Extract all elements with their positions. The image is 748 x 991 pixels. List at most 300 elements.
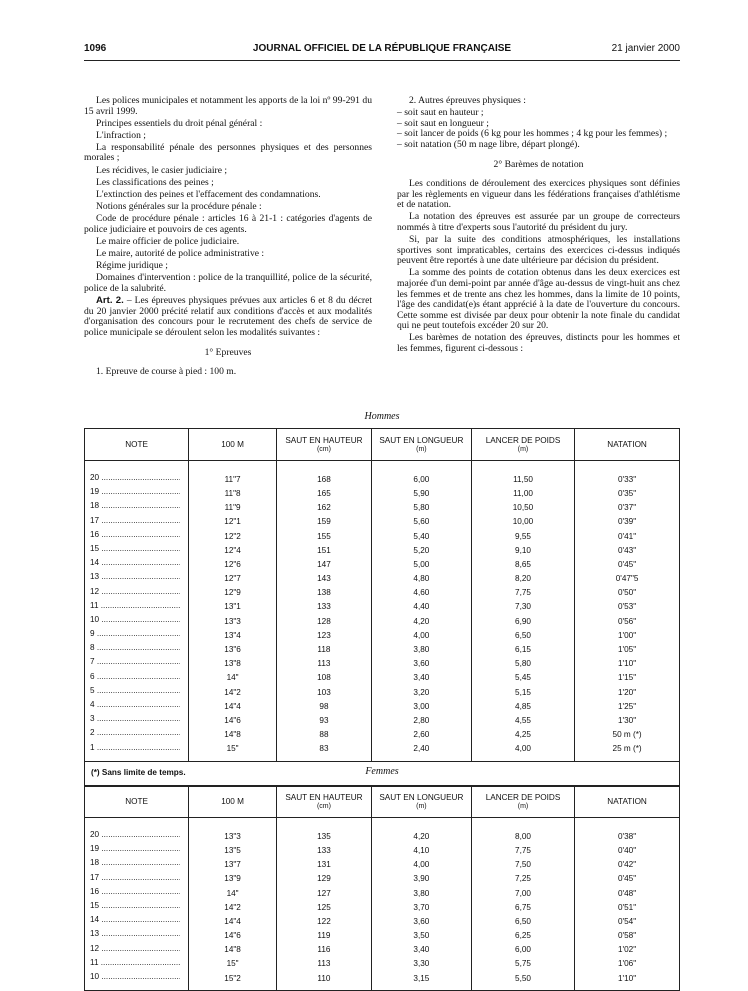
table-cell: 0'53" [575, 601, 680, 615]
table-cell: 0'45" [575, 873, 680, 887]
table-cell: 13"8 [189, 657, 277, 671]
table-cell: 9,10 [471, 544, 574, 558]
table-cell: 4,10 [371, 844, 471, 858]
note-value: 5 ..... [90, 686, 180, 697]
table-cell [85, 944, 189, 958]
note-value: 4 ..... [90, 700, 180, 711]
table-cell: 5,90 [371, 487, 471, 501]
table-cell: 4,60 [371, 587, 471, 601]
table-row [85, 587, 680, 601]
table-cell: 14" [189, 887, 277, 901]
table-cell: 4,00 [371, 858, 471, 872]
list-item: – soit natation (50 m nage libre, départ plongé). [397, 140, 680, 151]
note-value: 20 ..... [90, 830, 180, 841]
note-value: 15 ..... [90, 544, 180, 555]
table-cell: 168 [277, 473, 372, 487]
article-label: Art. 2. [96, 295, 124, 307]
col-long-jump: SAUT EN LONGUEUR (m) [371, 786, 471, 818]
table-cell: 125 [277, 901, 372, 915]
table-cell: 5,75 [471, 958, 574, 972]
table-cell: 6,00 [471, 944, 574, 958]
note-value: 19 ..... [90, 844, 180, 855]
col-note: NOTE [85, 786, 189, 818]
table-cell: 7,25 [471, 873, 574, 887]
table-row [85, 743, 680, 757]
table-cell: 6,50 [471, 915, 574, 929]
table-cell: 103 [277, 686, 372, 700]
table-cell: 13"3 [189, 615, 277, 629]
note-value: 9 ..... [90, 629, 180, 640]
table-cell: 3,60 [371, 657, 471, 671]
col-high-jump: SAUT EN HAUTEUR (cm) [277, 786, 372, 818]
table-cell: 98 [277, 700, 372, 714]
note-value: 10 ..... [90, 615, 180, 626]
table-cell: 0'33" [575, 473, 680, 487]
table-cell: 13"5 [189, 844, 277, 858]
table-cell: 7,00 [471, 887, 574, 901]
table-cell [85, 686, 189, 700]
table-cell: 147 [277, 558, 372, 572]
right-paragraph: Les barèmes de notation des épreuves, distincts pour les hommes et les femmes, figurent ci-dessous : [397, 332, 680, 354]
left-paragraph: Le maire, autorité de police administrative : [96, 247, 265, 259]
table-cell: 3,60 [371, 915, 471, 929]
table-row [85, 501, 680, 515]
table-row [85, 944, 680, 958]
item-2-heading: 2. Autres épreuves physiques : [409, 95, 526, 106]
table-footnote: (*) Sans limite de temps. [85, 761, 680, 786]
section-2-title: 2° Barèmes de notation [493, 159, 584, 171]
table-row [85, 516, 680, 530]
table-cell: 4,40 [371, 601, 471, 615]
table-cell: 15" [189, 743, 277, 757]
list-item: – soit saut en longueur ; [397, 119, 680, 130]
table-cell [85, 915, 189, 929]
table-cell: 2,40 [371, 743, 471, 757]
table-cell: 11"9 [189, 501, 277, 515]
note-value: 17 ..... [90, 516, 180, 527]
left-column [84, 96, 372, 379]
note-value: 15 ..... [90, 901, 180, 912]
article-text: – Les épreuves physiques prévues aux articles 6 et 8 du décret du 20 janvier 2000 précité relatif aux conditions d'accès et aux modalités d'organisation des concours pour le recrutement des chefs de service de police municipale se déroulent selon les modalités suivantes : [84, 295, 372, 338]
table-cell: 14"6 [189, 714, 277, 728]
table-cell: 0'51" [575, 901, 680, 915]
table-cell: 14"2 [189, 686, 277, 700]
table-cell: 1'25" [575, 700, 680, 714]
note-value: 12 ..... [90, 587, 180, 598]
right-paragraph: Si, par la suite des conditions atmosphériques, les installations sportives sont impraticables, certains des exercices ci-dessus indiqués peuvent être reportés à une date ultérieure par décision du président. [397, 234, 680, 267]
left-paragraph: Régime juridique ; [96, 259, 168, 271]
table-cell: 13"9 [189, 873, 277, 887]
table-cell: 3,90 [371, 873, 471, 887]
table-cell: 0'38" [575, 830, 680, 844]
table-cell: 15" [189, 958, 277, 972]
table-cell: 6,25 [471, 929, 574, 943]
col-note: NOTE [85, 429, 189, 461]
table-cell: 13"7 [189, 858, 277, 872]
table-cell: 14"8 [189, 944, 277, 958]
table-cell: 12"2 [189, 530, 277, 544]
table-cell: 7,75 [471, 844, 574, 858]
note-value: 16 ..... [90, 887, 180, 898]
table-row [85, 958, 680, 972]
note-value: 14 ..... [90, 558, 180, 569]
table-cell: 13"1 [189, 601, 277, 615]
table-cell: 14" [189, 672, 277, 686]
table-cell: 113 [277, 657, 372, 671]
table-cell [85, 530, 189, 544]
table-cell: 0'41" [575, 530, 680, 544]
table-cell [85, 873, 189, 887]
col-shot-put: LANCER DE POIDS (m) [471, 786, 574, 818]
table-cell: 0'45" [575, 558, 680, 572]
table-cell: 162 [277, 501, 372, 515]
table-cell: 143 [277, 572, 372, 586]
table-cell: 5,45 [471, 672, 574, 686]
table-cell: 0'40" [575, 844, 680, 858]
table-cell [85, 558, 189, 572]
table-cell: 129 [277, 873, 372, 887]
table-cell: 0'56" [575, 615, 680, 629]
table-cell [85, 887, 189, 901]
table-cell: 128 [277, 615, 372, 629]
table-cell: 4,85 [471, 700, 574, 714]
table-cell: 4,00 [471, 743, 574, 757]
table-cell [85, 643, 189, 657]
table-cell [85, 672, 189, 686]
table-cell: 135 [277, 830, 372, 844]
table-cell: 11"8 [189, 487, 277, 501]
table-cell: 12"1 [189, 516, 277, 530]
table-cell [85, 487, 189, 501]
table-cell: 0'39" [575, 516, 680, 530]
table-cell: 10,00 [471, 516, 574, 530]
table-cell: 131 [277, 858, 372, 872]
item-1-running: 1. Epreuve de course à pied : 100 m. [96, 366, 237, 378]
table-cell [85, 615, 189, 629]
note-value: 10 ..... [90, 972, 180, 983]
table-cell: 0'42" [575, 858, 680, 872]
table-cell: 5,80 [471, 657, 574, 671]
list-item: – soit lancer de poids (6 kg pour les hommes ; 4 kg pour les femmes) ; [397, 129, 680, 140]
col-high-jump: SAUT EN HAUTEUR (cm) [277, 429, 372, 461]
table-row [85, 601, 680, 615]
right-column [397, 96, 680, 356]
table-cell [85, 516, 189, 530]
article-2-paragraph [84, 296, 372, 338]
table-cell [85, 601, 189, 615]
table-cell: 14"6 [189, 929, 277, 943]
table-cell: 0'48" [575, 887, 680, 901]
table-row [85, 929, 680, 943]
table-cell: 14"4 [189, 700, 277, 714]
left-paragraph: Les classifications des peines ; [96, 176, 214, 188]
table-row [85, 544, 680, 558]
col-shot-put: LANCER DE POIDS (m) [471, 429, 574, 461]
table-cell: 5,80 [371, 501, 471, 515]
page-header [84, 43, 680, 61]
table-cell: 4,20 [371, 830, 471, 844]
table-cell: 13"6 [189, 643, 277, 657]
table-cell [85, 501, 189, 515]
table-cell: 6,00 [371, 473, 471, 487]
col-100m: 100 M [189, 786, 277, 818]
table-cell: 5,40 [371, 530, 471, 544]
table-cell: 3,15 [371, 972, 471, 986]
table-row [85, 558, 680, 572]
table-cell [85, 901, 189, 915]
note-value: 8 ..... [90, 643, 180, 654]
table-cell: 2,80 [371, 714, 471, 728]
table-cell: 119 [277, 929, 372, 943]
note-value: 2 ..... [90, 728, 180, 739]
table-row [85, 657, 680, 671]
table-cell: 12"6 [189, 558, 277, 572]
table-cell [85, 972, 189, 986]
col-100m: 100 M [189, 429, 277, 461]
table-cell: 3,00 [371, 700, 471, 714]
women-table-caption: Femmes [365, 766, 399, 777]
table-cell: 88 [277, 728, 372, 742]
table-cell: 0'35" [575, 487, 680, 501]
table-cell [85, 844, 189, 858]
note-value: 7 ..... [90, 657, 180, 668]
table-cell: 1'20" [575, 686, 680, 700]
table-row [85, 728, 680, 742]
table-cell: 0'54" [575, 915, 680, 929]
table-cell: 8,20 [471, 572, 574, 586]
table-cell: 3,70 [371, 901, 471, 915]
table-cell: 5,00 [371, 558, 471, 572]
table-cell: 1'30" [575, 714, 680, 728]
table-cell: 5,50 [471, 972, 574, 986]
table-cell: 1'10" [575, 657, 680, 671]
left-paragraph: L'extinction des peines et l'effacement des condamnations. [96, 188, 321, 200]
table-cell: 93 [277, 714, 372, 728]
table-cell [85, 743, 189, 757]
table-cell [85, 544, 189, 558]
table-row [85, 643, 680, 657]
table-cell: 11"7 [189, 473, 277, 487]
table-cell: 8,00 [471, 830, 574, 844]
table-cell: 2,60 [371, 728, 471, 742]
table-row [85, 858, 680, 872]
table-cell: 3,40 [371, 944, 471, 958]
right-paragraph: La somme des points de cotation obtenus dans les deux exercices est majorée d'un demi-point par année d'âge au-dessus de vingt-huit ans chez les femmes et de trente ans chez les hommes, dans la limite de 10 points, l'âge des candidat(e)s étant apprécié à la date de l'ouverture du concours. Cette somme est divisée par deux pour obtenir la note finale du candidat qui ne peut toutefois excéder 20 sur 20. [397, 267, 680, 332]
table-cell: 4,00 [371, 629, 471, 643]
table-cell: 13"3 [189, 830, 277, 844]
list-item: – soit saut en hauteur ; [397, 108, 680, 119]
table-cell: 3,30 [371, 958, 471, 972]
table-cell: 159 [277, 516, 372, 530]
table-cell: 0'43" [575, 544, 680, 558]
table-cell: 5,15 [471, 686, 574, 700]
table-cell: 11,00 [471, 487, 574, 501]
table-row [85, 629, 680, 643]
table-cell: 113 [277, 958, 372, 972]
table-cell: 4,80 [371, 572, 471, 586]
table-row [85, 530, 680, 544]
table-cell: 0'47"5 [575, 572, 680, 586]
table-cell [85, 858, 189, 872]
table-cell: 12"7 [189, 572, 277, 586]
table-cell [85, 700, 189, 714]
table-cell: 1'02" [575, 944, 680, 958]
col-long-jump: SAUT EN LONGUEUR (m) [371, 429, 471, 461]
table-cell: 13"4 [189, 629, 277, 643]
table-cell [85, 929, 189, 943]
note-value: 14 ..... [90, 915, 180, 926]
table-cell [85, 714, 189, 728]
table-cell: 7,75 [471, 587, 574, 601]
table-row [85, 844, 680, 858]
table-cell: 1'06" [575, 958, 680, 972]
left-paragraph: Code de procédure pénale : articles 16 à 21-1 : catégories d'agents de police judiciaire et pouvoirs de ces agents. [84, 212, 372, 235]
table-row [85, 830, 680, 844]
other-tests-list [397, 108, 680, 150]
note-value: 20 ..... [90, 473, 180, 484]
table-cell: 14"2 [189, 901, 277, 915]
table-cell: 122 [277, 915, 372, 929]
left-paragraph: L'infraction ; [96, 129, 146, 141]
men-scoring-table [84, 428, 680, 787]
women-scoring-table [84, 785, 680, 991]
table-cell: 4,25 [471, 728, 574, 742]
col-swimming: NATATION [575, 786, 680, 818]
table-cell: 7,50 [471, 858, 574, 872]
men-table-caption: Hommes [364, 411, 400, 422]
table-row [85, 887, 680, 901]
table-cell: 5,60 [371, 516, 471, 530]
table-cell: 110 [277, 972, 372, 986]
table-cell: 1'10" [575, 972, 680, 986]
note-value: 13 ..... [90, 572, 180, 583]
table-row [85, 901, 680, 915]
table-cell: 25 m (*) [575, 743, 680, 757]
table-cell [85, 728, 189, 742]
table-row [85, 700, 680, 714]
left-paragraph: La responsabilité pénale des personnes physiques et des personnes morales ; [84, 141, 372, 164]
table-spacer-row [85, 461, 680, 474]
table-cell: 6,90 [471, 615, 574, 629]
left-paragraph: Principes essentiels du droit pénal général : [96, 117, 263, 129]
table-cell [85, 958, 189, 972]
note-value: 17 ..... [90, 873, 180, 884]
table-row [85, 873, 680, 887]
table-cell: 83 [277, 743, 372, 757]
table-cell: 3,80 [371, 643, 471, 657]
table-cell: 133 [277, 844, 372, 858]
note-value: 3 ..... [90, 714, 180, 725]
table-row [85, 915, 680, 929]
right-paragraph: La notation des épreuves est assurée par un groupe de correcteurs nommés à titre d'experts sous l'autorité du président du jury. [397, 211, 680, 233]
note-value: 1 ..... [90, 743, 180, 754]
table-cell: 127 [277, 887, 372, 901]
table-cell: 7,30 [471, 601, 574, 615]
table-cell: 6,75 [471, 901, 574, 915]
publication-date: 21 janvier 2000 [611, 43, 680, 54]
note-value: 12 ..... [90, 944, 180, 955]
table-row [85, 714, 680, 728]
note-value: 19 ..... [90, 487, 180, 498]
note-value: 11 ..... [90, 958, 180, 969]
table-cell: 3,20 [371, 686, 471, 700]
table-row [85, 972, 680, 986]
table-cell: 1'05" [575, 643, 680, 657]
table-cell: 10,50 [471, 501, 574, 515]
note-value: 18 ..... [90, 501, 180, 512]
right-paragraph: Les conditions de déroulement des exercices physiques sont définies par les règlements en vigueur dans les fédérations françaises d'athlétisme et de natation. [397, 178, 680, 211]
left-paragraph: Les polices municipales et notamment les apports de la loi nº 99-291 du 15 avril 1999. [84, 95, 372, 117]
table-cell: 3,80 [371, 887, 471, 901]
table-row [85, 572, 680, 586]
table-cell: 165 [277, 487, 372, 501]
left-paragraph: Le maire officier de police judiciaire. [96, 235, 240, 247]
table-cell: 0'37" [575, 501, 680, 515]
table-cell: 0'50" [575, 587, 680, 601]
table-cell: 6,50 [471, 629, 574, 643]
table-cell: 15"2 [189, 972, 277, 986]
table-cell: 12"4 [189, 544, 277, 558]
left-paragraph: Domaines d'intervention : police de la tranquillité, police de la sécurité, police de la salubrité. [84, 271, 372, 294]
table-row [85, 672, 680, 686]
table-row [85, 487, 680, 501]
table-cell: 3,50 [371, 929, 471, 943]
table-cell: 8,65 [471, 558, 574, 572]
note-value: 6 ..... [90, 672, 180, 683]
table-cell [85, 629, 189, 643]
table-cell: 0'58" [575, 929, 680, 943]
table-cell: 12"9 [189, 587, 277, 601]
table-cell [85, 572, 189, 586]
table-cell: 9,55 [471, 530, 574, 544]
table-cell: 4,55 [471, 714, 574, 728]
table-cell: 14"8 [189, 728, 277, 742]
table-row [85, 615, 680, 629]
table-row [85, 686, 680, 700]
table-row [85, 473, 680, 487]
table-cell: 3,40 [371, 672, 471, 686]
table-cell [85, 587, 189, 601]
table-cell: 151 [277, 544, 372, 558]
section-1-title: 1° Epreuves [204, 347, 252, 359]
table-cell: 133 [277, 601, 372, 615]
note-value: 18 ..... [90, 858, 180, 869]
page-number: 1096 [84, 43, 107, 54]
table-spacer-row [85, 818, 680, 831]
col-swimming: NATATION [575, 429, 680, 461]
table-cell: 5,20 [371, 544, 471, 558]
left-paragraph: Les récidives, le casier judiciaire ; [96, 164, 228, 176]
table-cell [85, 473, 189, 487]
table-cell: 138 [277, 587, 372, 601]
table-cell [85, 830, 189, 844]
note-value: 13 ..... [90, 929, 180, 940]
table-cell: 4,20 [371, 615, 471, 629]
table-cell: 14"4 [189, 915, 277, 929]
table-cell: 11,50 [471, 473, 574, 487]
table-cell: 118 [277, 643, 372, 657]
note-value: 16 ..... [90, 530, 180, 541]
table-cell: 1'15" [575, 672, 680, 686]
left-paragraph: Notions générales sur la procédure pénale : [96, 200, 262, 212]
table-cell [85, 657, 189, 671]
table-cell: 1'00" [575, 629, 680, 643]
table-cell: 155 [277, 530, 372, 544]
table-cell: 123 [277, 629, 372, 643]
scoring-paragraphs [397, 179, 680, 355]
table-cell: 116 [277, 944, 372, 958]
note-value: 11 ..... [90, 601, 180, 612]
